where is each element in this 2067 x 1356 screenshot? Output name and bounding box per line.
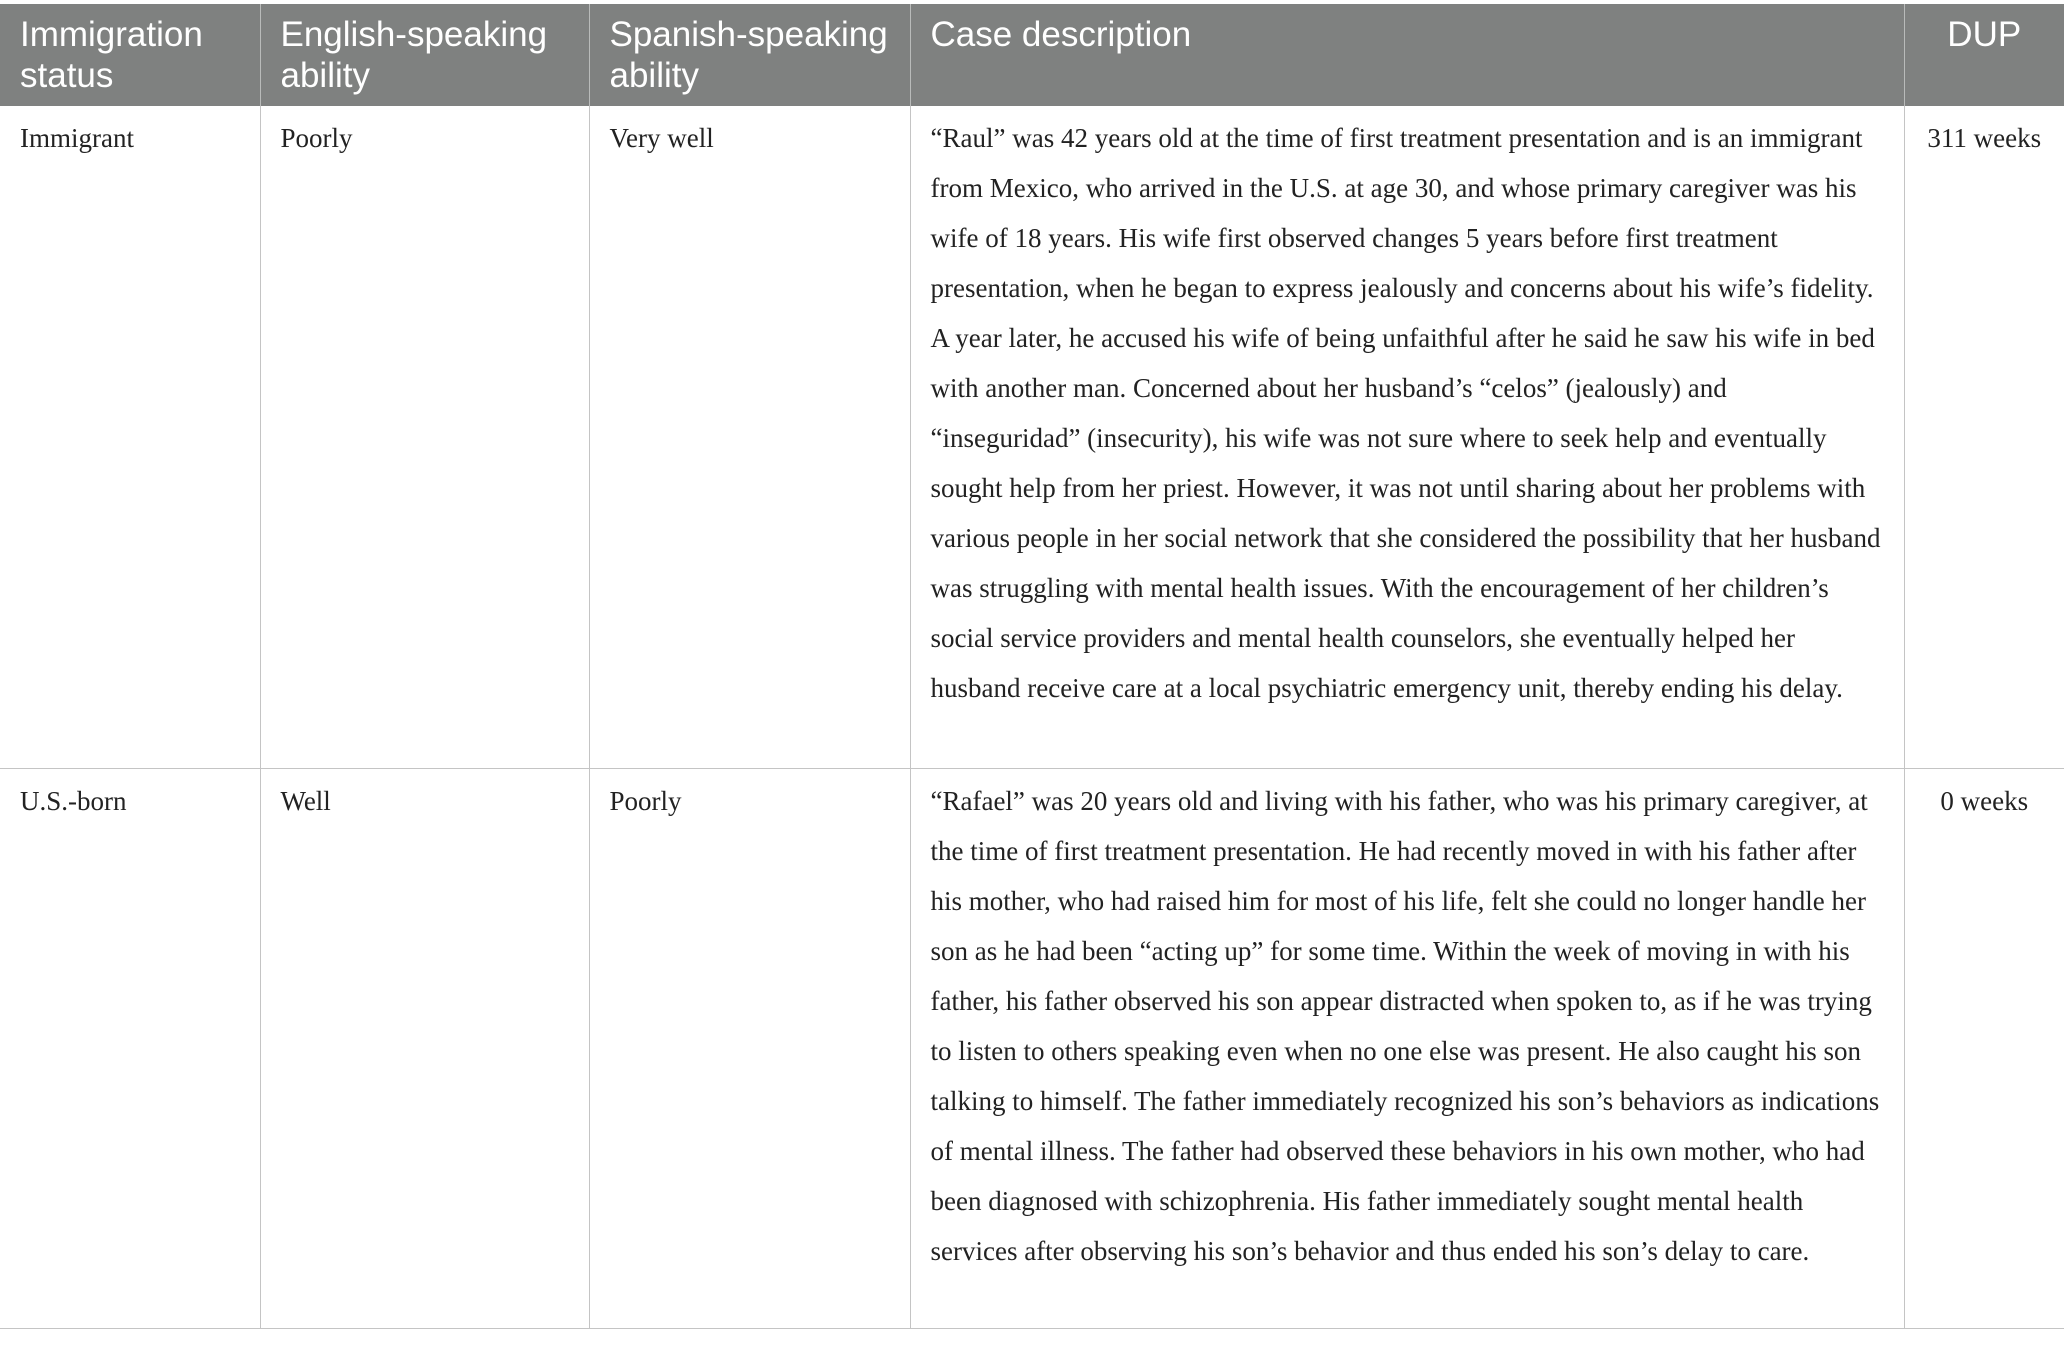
case-table (0, 4, 2064, 1329)
table-header (0, 4, 2064, 106)
cell-case-description: “Rafael” was 20 years old and living with his father, who was his primary caregiver, at the time of first treatment presentation. He had recently moved in with his father after his mother, who had raised him for most of his life, felt she could no longer handle her son as he had been “acting up” for some time. Within the week of moving in with his father, his father observed his son appear distracted when spoken to, as if he was trying to listen to others speaking even when no one else was present. He also caught his son talking to himself. The father immediately recognized his son’s behaviors as indications of mental illness. The father had observed these behaviors in his own mother, who had been diagnosed with schizophrenia. His father immediately sought mental health services after observing his son’s behavior and thus ended his son’s delay to care. (910, 768, 1904, 1328)
header-immigration-status: Immigration status (0, 4, 260, 106)
cell-immigration-status: Immigrant (0, 106, 260, 768)
cell-dup: 0 weeks (1904, 768, 2064, 1328)
table-body (0, 106, 2064, 1328)
header-dup: DUP (1904, 4, 2064, 106)
cell-case-description: “Raul” was 42 years old at the time of first treatment presentation and is an immigrant from Mexico, who arrived in the U.S. at age 30, and whose primary caregiver was his wife of 18 years. His wife first observed changes 5 years before first treatment presentation, when he began to express jealously and concerns about his wife’s fidelity. A year later, he accused his wife of being unfaithful after he said he saw his wife in bed with another man. Concerned about her husband’s “celos” (jealously) and “inseguridad” (insecurity), his wife was not sure where to seek help and eventually sought help from her priest. However, it was not until sharing about her problems with various people in her social network that she considered the possibility that her husband was struggling with mental health issues. With the encouragement of her children’s social service providers and mental health counselors, she eventually helped her husband receive care at a local psychiatric emergency unit, thereby ending his delay. (910, 106, 1904, 768)
table-row (0, 106, 2064, 768)
cell-immigration-status: U.S.-born (0, 768, 260, 1328)
header-spanish-speaking-ability: Spanish-speaking ability (589, 4, 910, 106)
cell-spanish-ability: Very well (589, 106, 910, 768)
cell-spanish-ability: Poorly (589, 768, 910, 1328)
table-row (0, 768, 2064, 1328)
cell-english-ability: Poorly (260, 106, 589, 768)
cell-dup: 311 weeks (1904, 106, 2064, 768)
header-english-speaking-ability: English-speaking ability (260, 4, 589, 106)
cell-english-ability: Well (260, 768, 589, 1328)
header-case-description: Case description (910, 4, 1904, 106)
header-row (0, 4, 2064, 106)
